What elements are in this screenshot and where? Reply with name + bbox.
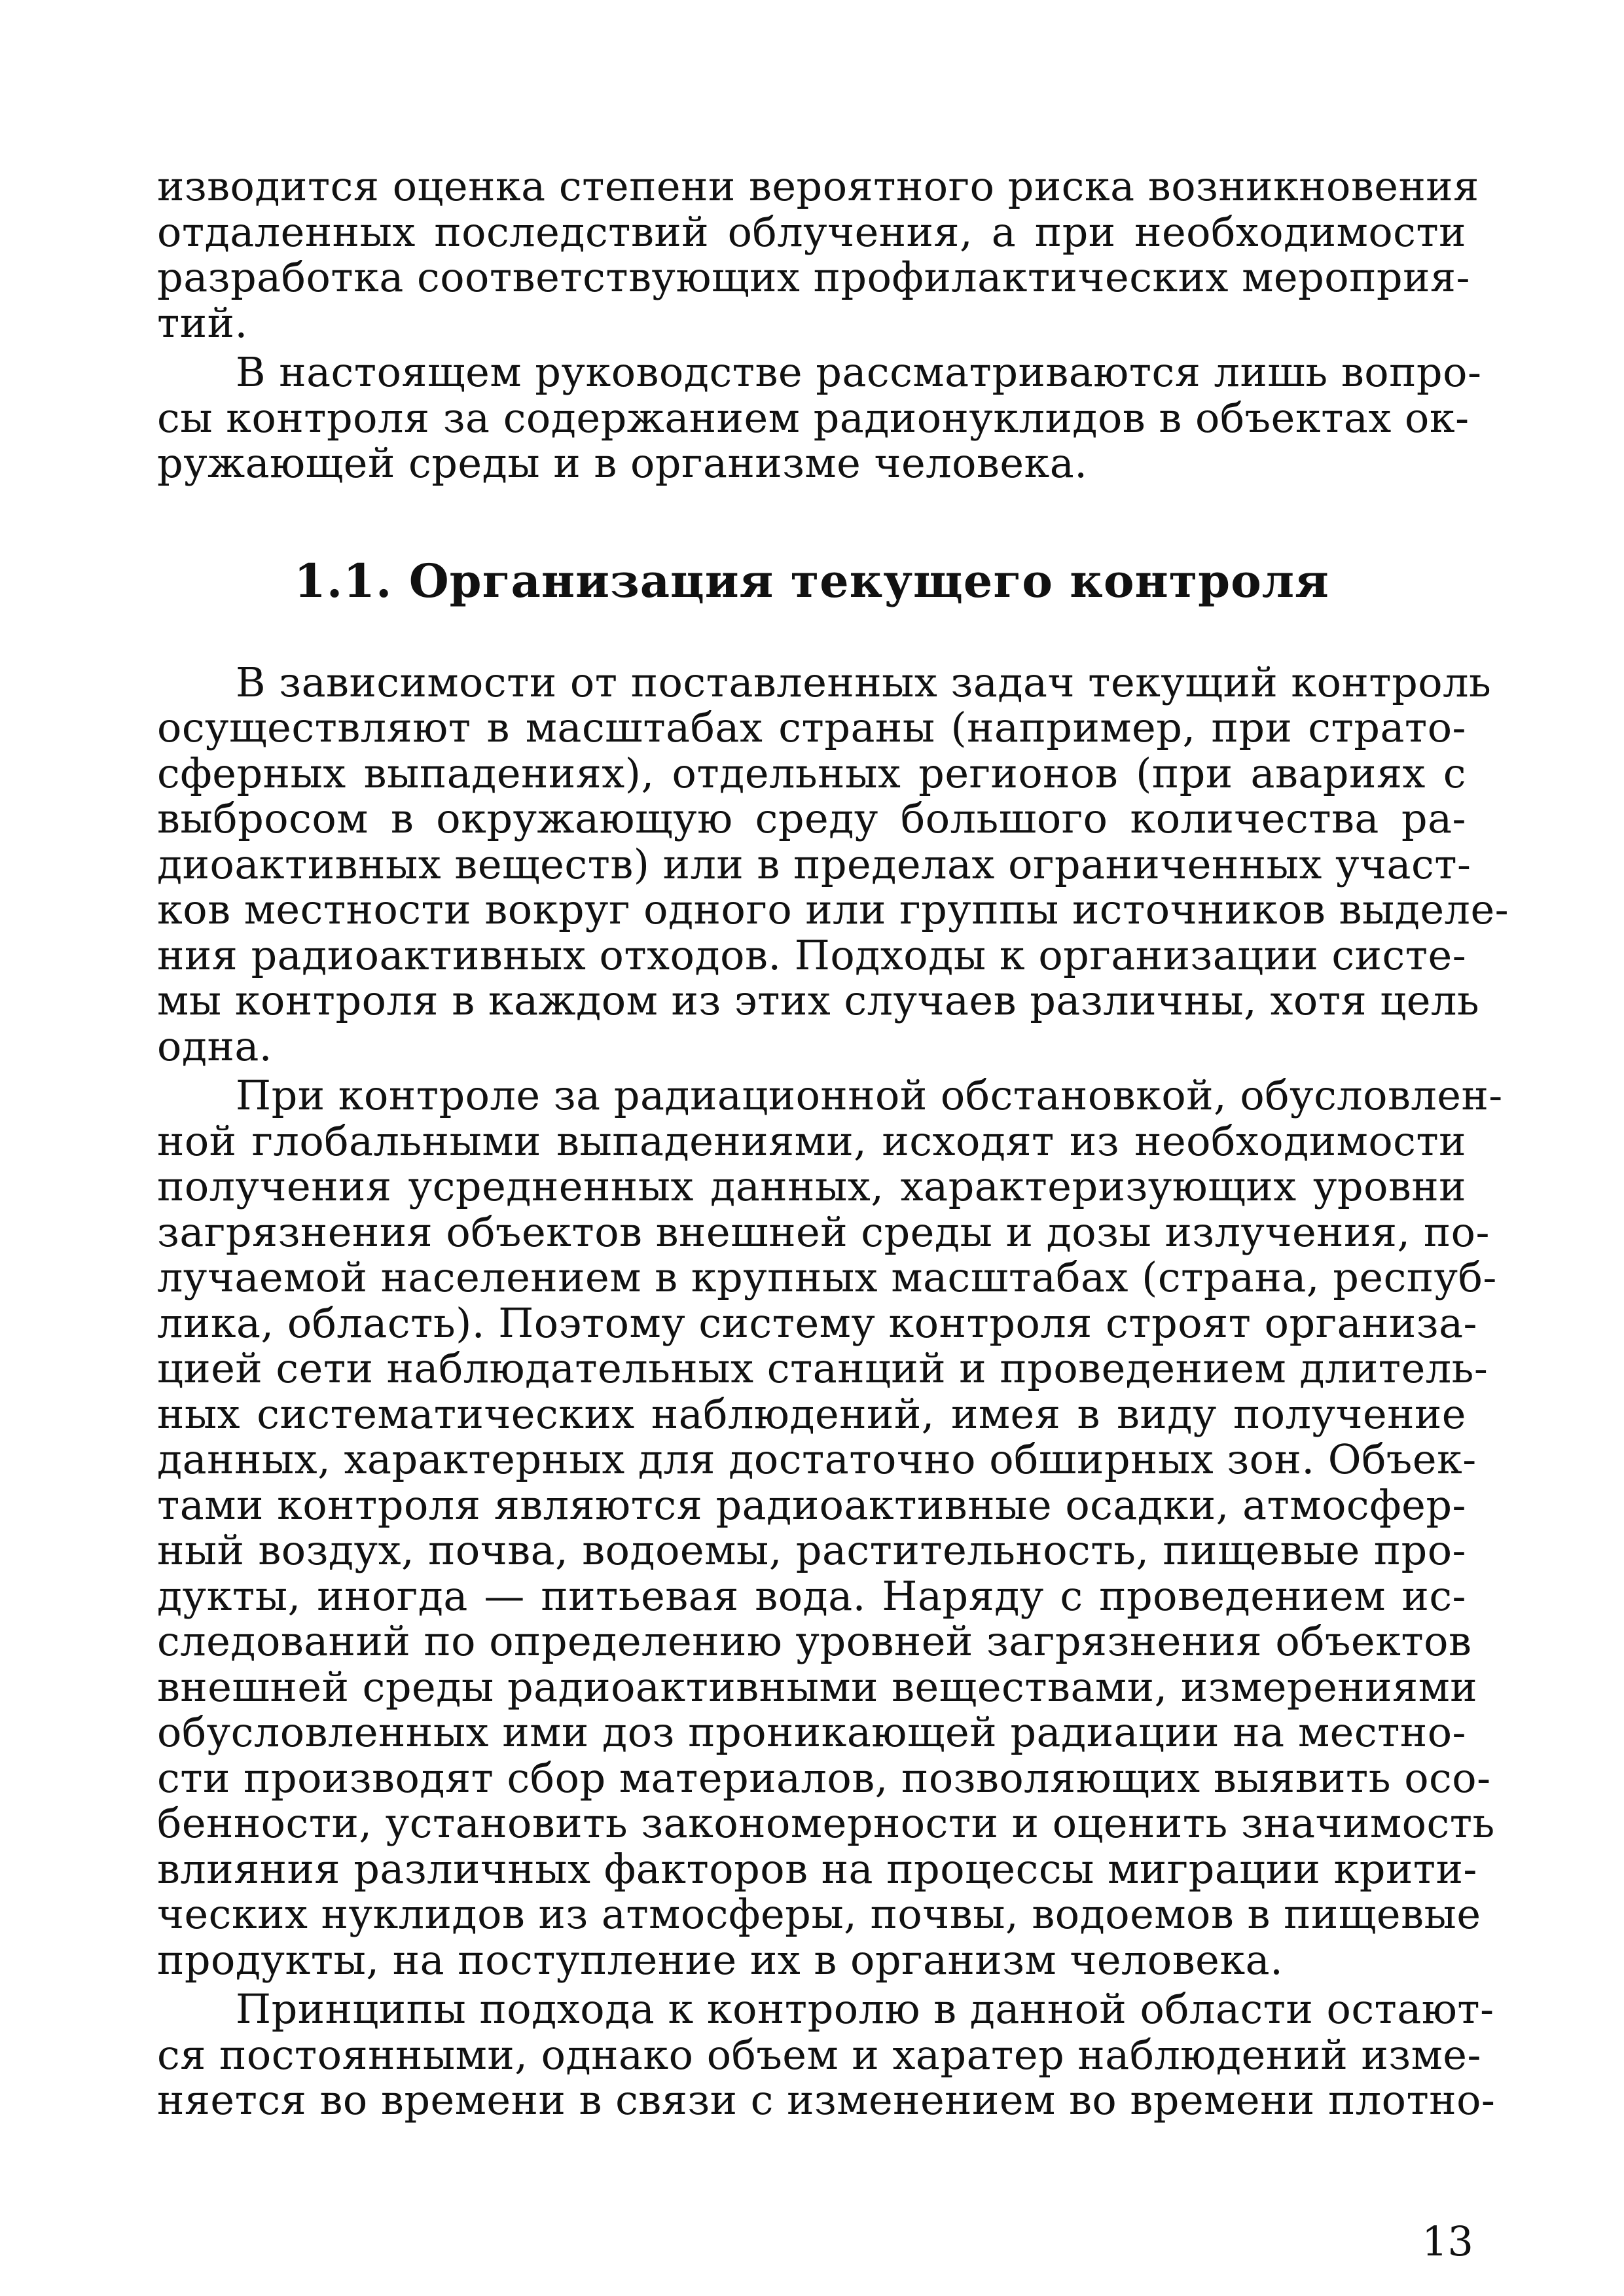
- text-line: ков местности вокруг одного или группы источников выделе-: [157, 886, 1509, 933]
- text-line: изводится оценка степени вероятного риска возникновения: [157, 162, 1479, 210]
- text-line: выбросом в окружающую среду большого количества ра-: [157, 795, 1466, 842]
- text-line: продукты, на поступление их в организм человека.: [157, 1935, 1284, 1984]
- text-line: разработка соответствующих профилактических мероприя-: [157, 253, 1470, 301]
- text-line: ных систематических наблюдений, имея в виду получение: [157, 1390, 1466, 1438]
- text-line: внешней среды радиоактивными веществами, измерениями: [157, 1662, 1478, 1711]
- text-line: дукты, иногда — питьевая вода. Наряду с проведением ис-: [157, 1571, 1466, 1620]
- section-heading: 1.1. Организация текущего контроля: [294, 553, 1329, 608]
- page-number: 13: [1422, 2217, 1473, 2265]
- text-line: влияния различных факторов на процессы миграции крити-: [157, 1844, 1477, 1893]
- paragraph-3: [157, 658, 1509, 1070]
- text-line: цией сети наблюдательных станций и проведением длитель-: [157, 1344, 1489, 1392]
- text-line: В настоящем руководстве рассматриваются лишь вопро-: [236, 348, 1482, 396]
- text-line: Принципы подхода к контролю в данной области остают-: [236, 1985, 1494, 2033]
- text-line: ружающей среды и в организме человека.: [157, 439, 1088, 487]
- text-line: данных, характерных для достаточно обширных зон. Объек-: [157, 1435, 1477, 1483]
- page-body: [157, 162, 1509, 2124]
- text-line: ной глобальными выпадениями, исходят из необходимости: [157, 1117, 1466, 1165]
- text-line: обусловленных ими доз проникающей радиации на местно-: [157, 1708, 1466, 1756]
- text-line: бенности, установить закономерности и оценить значимость: [157, 1799, 1495, 1847]
- text-line: ся постоянными, однако объем и харатер наблюдений изме-: [157, 2030, 1481, 2079]
- text-line: сти производят сбор материалов, позволяющих выявить осо-: [157, 1753, 1491, 1802]
- text-line: отдаленных последствий облучения, а при необходимости: [157, 207, 1466, 256]
- paragraph-4: [157, 1071, 1503, 1984]
- paragraph-1: [157, 162, 1479, 347]
- text-line: При контроле за радиационной обстановкой, обусловлен-: [236, 1071, 1503, 1119]
- text-line: следований по определению уровней загрязнения объектов: [157, 1617, 1472, 1665]
- text-line: тий.: [157, 298, 248, 347]
- text-line: осуществляют в масштабах страны (например, при страто-: [157, 704, 1466, 751]
- text-line: сферных выпадениях), отдельных регионов (при авариях с: [157, 749, 1466, 797]
- text-line: мы контроля в каждом из этих случаев различны, хотя цель: [157, 977, 1480, 1024]
- text-line: одна.: [157, 1022, 272, 1070]
- text-line: сы контроля за содержанием радионуклидов в объектах ок-: [157, 393, 1470, 442]
- text-line: получения усредненных данных, характеризующих уровни: [157, 1162, 1466, 1210]
- paragraph-2: [157, 348, 1482, 487]
- text-line: ный воздух, почва, водоемы, растительность, пищевые про-: [157, 1526, 1466, 1574]
- text-line: ния радиоактивных отходов. Подходы к организации систе-: [157, 931, 1467, 979]
- text-line: лика, область). Поэтому систему контроля строят организа-: [157, 1299, 1477, 1347]
- text-line: диоактивных веществ) или в пределах ограниченных участ-: [157, 840, 1471, 888]
- text-line: тами контроля являются радиоактивные осадки, атмосфер-: [157, 1480, 1466, 1529]
- text-line: лучаемой населением в крупных масштабах (страна, респуб-: [157, 1253, 1497, 1301]
- text-line: В зависимости от поставленных задач текущий контроль: [236, 658, 1492, 706]
- paragraph-5: [157, 1985, 1496, 2124]
- text-line: ческих нуклидов из атмосферы, почвы, водоемов в пищевые: [157, 1890, 1481, 1938]
- text-line: няется во времени в связи с изменением во времени плотно-: [157, 2076, 1496, 2124]
- text-line: загрязнения объектов внешней среды и дозы излучения, по-: [157, 1208, 1490, 1256]
